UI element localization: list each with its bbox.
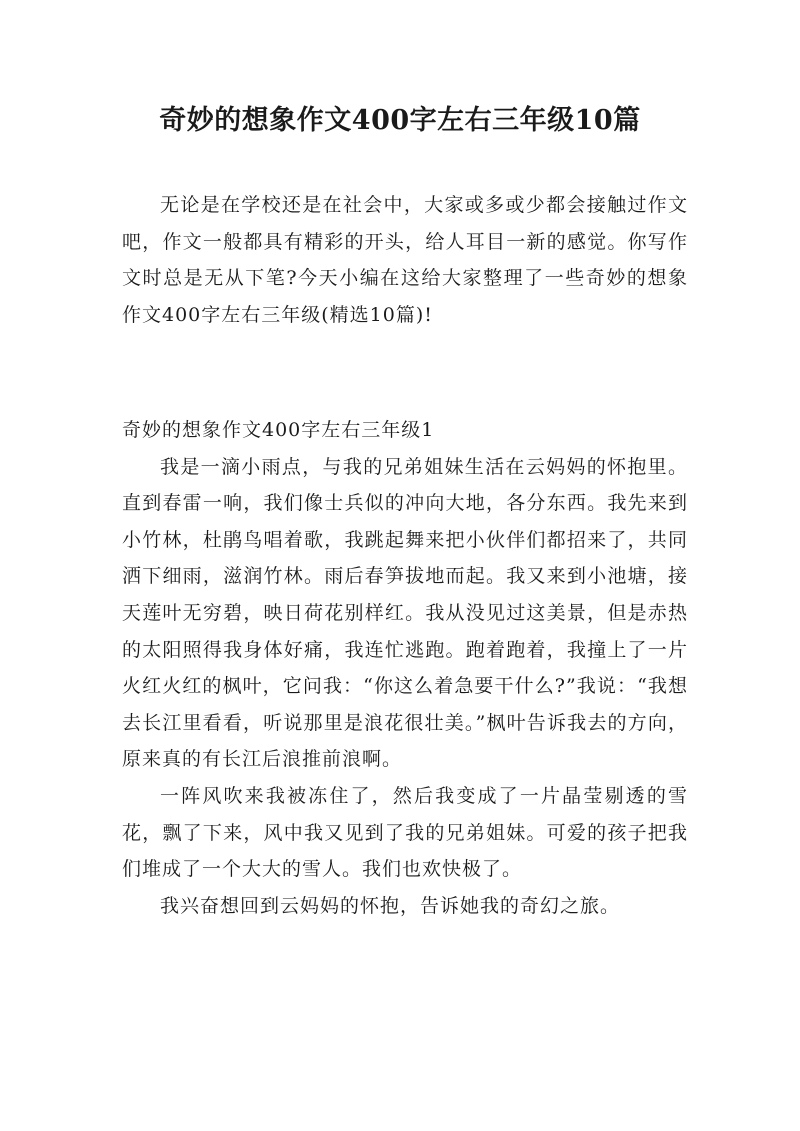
intro-paragraph: 无论是在学校还是在社会中，大家或多或少都会接触过作文吧，作文一般都具有精彩的开头，给人耳目一新的感觉。你写作文时总是无从下笔?今天小编在这给大家整理了一些奇妙的想象作文400字左右三年级(精选10篇)! bbox=[122, 194, 688, 326]
essay-paragraph-3: 我兴奋想回到云妈妈的怀抱，告诉她我的奇幻之旅。 bbox=[160, 894, 621, 917]
document-title: 奇妙的想象作文400字左右三年级10篇 bbox=[159, 105, 641, 136]
essay-heading: 奇妙的想象作文400字左右三年级1 bbox=[122, 419, 435, 441]
essay-section-1 bbox=[122, 412, 688, 924]
intro-section bbox=[122, 187, 688, 333]
essay-paragraph-2: 一阵风吹来我被冻住了，然后我变成了一片晶莹剔透的雪花，飘了下来，风中我又见到了我的兄弟姐妹。可爱的孩子把我们堆成了一个大大的雪人。我们也欢快极了。 bbox=[122, 784, 688, 881]
essay-paragraph-1: 我是一滴小雨点，与我的兄弟姐妹生活在云妈妈的怀抱里。直到春雷一响，我们像士兵似的冲向大地，各分东西。我先来到小竹林，杜鹃鸟唱着歌，我跳起舞来把小伙伴们都招来了，共同洒下细雨，滋润竹林。雨后春笋拔地而起。我又来到小池塘，接天莲叶无穷碧，映日荷花别样红。我从没见过这美景，但是赤热的太阳照得我身体好痛，我连忙逃跑。跑着跑着，我撞上了一片火红火红的枫叶，它问我：“你这么着急要干什么?”我说：“我想去长江里看看，听说那里是浪花很壮美。”枫叶告诉我去的方向，原来真的有长江后浪推前浪啊。 bbox=[122, 455, 688, 771]
